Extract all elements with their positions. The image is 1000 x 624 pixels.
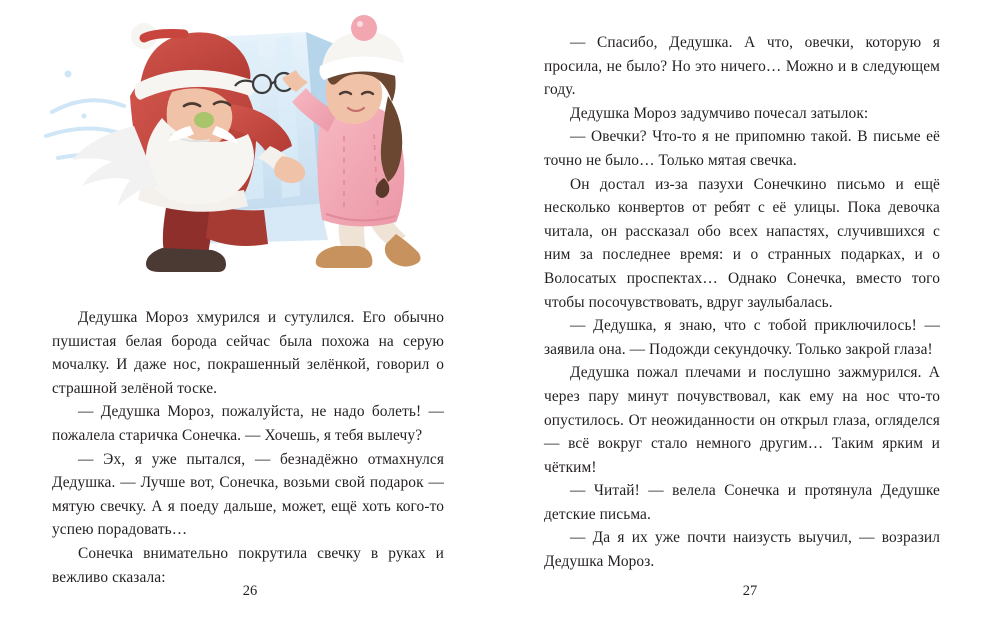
page-number-right: 27 (742, 583, 758, 599)
paragraph: Дедушка пожал плечами и послушно зажмурился. А через пару минут почувствовал, как ему на нос что-то опустилось. От неожиданности он открыл глаза, огляделся — всё вокруг стало немного другим… Таким ярким и чётким! (544, 364, 940, 476)
paragraph: Дедушка Мороз задумчиво почесал затылок: (570, 104, 869, 122)
paragraph: — Да я их уже почти наизусть выучил, — возразил Дедушка Мороз. (544, 529, 940, 571)
paragraph: Дедушка Мороз хмурился и сутулился. Его обычно пушистая белая борода сейчас была похожа на серую мочалку. И даже нос, покрашенный зелёнкой, говорил о страшной зелёной тоске. (52, 309, 444, 397)
paragraph: — Овечки? Что-то я не припомню такой. В письме её точно не было… Только мятая свечка. (544, 128, 940, 169)
left-page-text (52, 306, 444, 589)
page-number-left: 26 (242, 583, 258, 599)
paragraph: — Эх, я уже пытался, — безнадёжно отмахнулся Дедушка. — Лучше вот, Сонечка, возьми свой подарок — мятую свечку. А я поеду дальше, может, ещё хоть кого-то успею порадовать… (52, 450, 444, 539)
paragraph: — Спасибо, Дедушка. А что, овечки, которую я просила, не было? Но это ничего… Можно и в следующем году. (544, 34, 940, 99)
paragraph: Он достал из-за пазухи Сонечкино письмо и ещё несколько конвертов от ребят с её улицы. Пока девочка читала, он рассказал обо всех напастях, случившихся с ним за последнее время: и о странных подарках, и о Волосатых проспектах… Однако Сонечка, вместо того чтобы посочувствовать, вдруг заулыбалась. (544, 175, 940, 311)
paragraph: Сонечка внимательно покрутила свечку в руках и вежливо сказала: (52, 544, 444, 586)
right-page-text (544, 31, 940, 574)
paragraph: — Дедушка Мороз, пожалуйста, не надо болеть! — пожалела старичка Сонечка. — Хочешь, я тебя вылечу? (52, 403, 444, 444)
paragraph: — Читай! — велела Сонечка и протянула Дедушке детские письма. (544, 482, 940, 523)
santa-and-girl-illustration (44, 8, 440, 290)
right-page (500, 0, 1000, 624)
paragraph: — Дедушка, я знаю, что с тобой приключилось! — заявила она. — Подожди секундочку. Только закрой глаза! (544, 317, 940, 358)
illustration-svg (44, 8, 440, 290)
